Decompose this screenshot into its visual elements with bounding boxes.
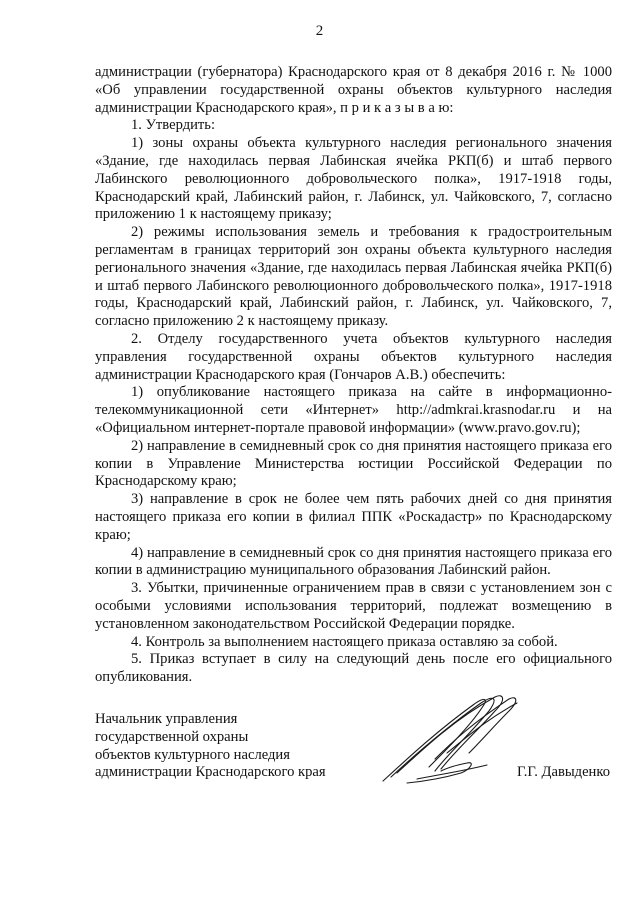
paragraph-department-instructions: 2. Отделу государственного учета объектов культурного наследия управления государственной охраны объектов культурного наследия администрации Краснодарского края (Гончаров А.В.) обеспечить: xyxy=(95,330,612,383)
paragraph-cadastre-copy: 3) направление в срок не более чем пять рабочих дней со дня принятия настоящего приказа его копии в филиал ППК «Роскадастр» по Краснодарскому краю; xyxy=(95,491,612,543)
paragraph-preamble: администрации (губернатора) Краснодарского края от 8 декабря 2016 г. № 1000 «Об управлении государственной охраны объектов культурного наследия администрации Краснодарского края», п р и к а з ы в а ю: xyxy=(95,64,612,116)
paragraph-control: 4. Контроль за выполнением настоящего приказа оставляю за собой. xyxy=(131,633,558,650)
paragraph-ministry-copy: 2) направление в семидневный срок со дня принятия настоящего приказа его копии в Управление Министерства юстиции Российской Федерации по Краснодарскому краю; xyxy=(95,437,612,490)
paragraph-effective-date: 5. Приказ вступает в силу на следующий день после его официального опубликования. xyxy=(95,651,612,686)
paragraph-land-use-regimes: 2) режимы использования земель и требования к градостроительным регламентам в границах территорий зон охраны объекта культурного наследия регионального значения «Здание, где находилась первая Лабинская ячейка РКП(б) и штаб первого Лабинского революционного добровольческого полка», 1917-1918 годы, Краснодарский край, Лабинский район, г. Лабинск, ул. Чайковского, 7, согласно приложению 2 к настоящему приказу. xyxy=(95,224,612,330)
signatory-name: Г.Г. Давыденко xyxy=(516,764,610,780)
signatory-title xyxy=(95,711,326,782)
signatory-title-line: объектов культурного наследия xyxy=(95,746,290,763)
signatory-title-line: Начальник управления xyxy=(95,711,238,727)
paragraph-publication: 1) опубликование настоящего приказа на сайте в информационно-телекоммуникационной сети «Интернет» http://admkrai.krasnodar.ru и на «Официальном интернет-портале правовой информации» (www.pravo.gov.ru); xyxy=(95,384,612,436)
signatory-title-line: государственной охраны xyxy=(95,728,249,745)
paragraph-municipal-copy: 4) направление в семидневный срок со дня принятия настоящего приказа его копии в администрацию муниципального образования Лабинский район. xyxy=(95,544,612,579)
page-number: 2 xyxy=(315,23,324,39)
paragraph-damages: 3. Убытки, причиненные ограничением прав в связи с установлением зон с особыми условиями использования территорий, подлежат возмещению в установленном законодательством Российской Федерации порядке. xyxy=(95,580,612,632)
signature-block xyxy=(95,711,612,791)
paragraph-protection-zones: 1) зоны охраны объекта культурного наследия регионального значения «Здание, где находилась первая Лабинская ячейка РКП(б) и штаб первого Лабинского революционного добровольческого полка», 1917-1918 годы, Краснодарский край, Лабинский район, г. Лабинск, ул. Чайковского, 7, согласно приложению 1 к настоящему приказу; xyxy=(95,135,612,223)
signatory-title-line: администрации Краснодарского края xyxy=(95,764,326,781)
paragraph-approve: 1. Утвердить: xyxy=(131,117,216,134)
document-body xyxy=(95,64,612,687)
handwritten-signature xyxy=(377,689,527,789)
